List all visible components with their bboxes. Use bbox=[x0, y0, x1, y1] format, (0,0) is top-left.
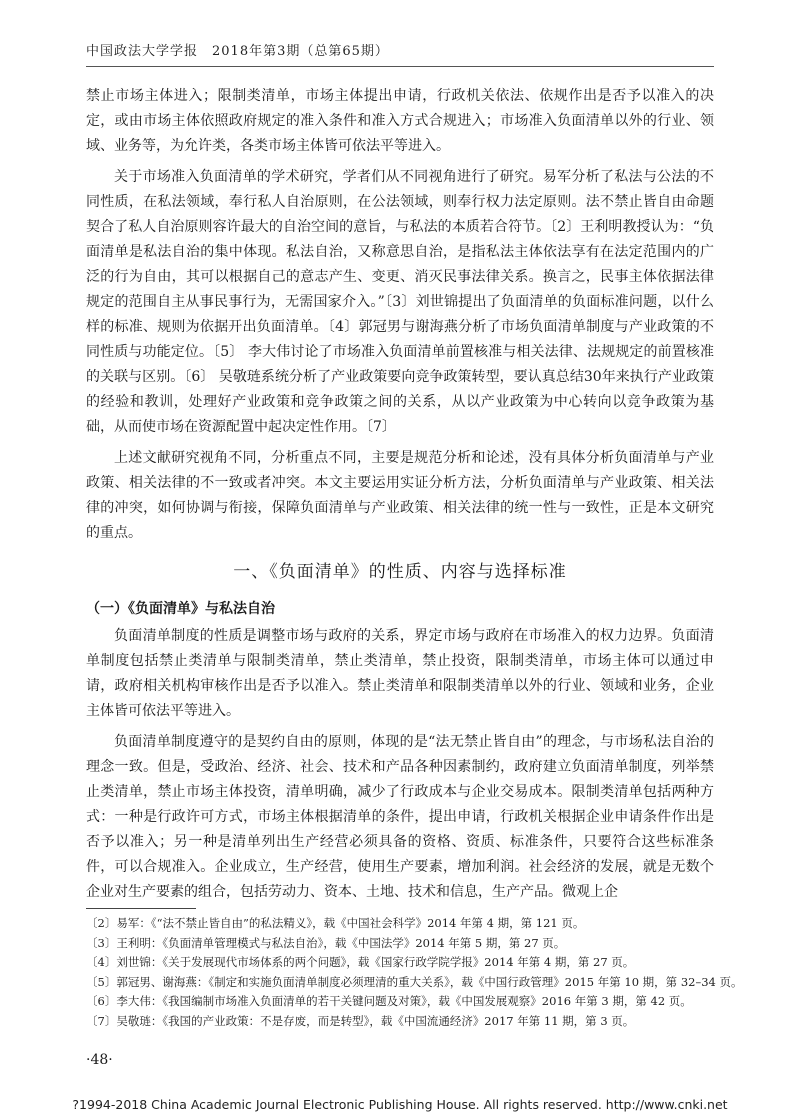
article-body bbox=[86, 84, 714, 911]
footnotes bbox=[86, 914, 743, 1031]
paragraph: 负面清单制度的性质是调整市场与政府的关系，界定市场与政府在市场准入的权力边界。负面清单制度包括禁止类清单与限制类清单，禁止类清单，禁止投资，限制类清单，市场主体可以通过申请，政府相关机构审核作出是否予以准入。禁止类清单和限制类清单以外的行业、领域和业务，企业主体皆可依法平等进入。 bbox=[86, 628, 714, 719]
footnote: 〔2〕易军：《“法不禁止皆自由”的私法精义》，载《中国社会科学》2014 年第 4 期，第 121 页。 bbox=[86, 916, 585, 930]
copyright-notice: ?1994-2018 China Academic Journal Electronic Publishing House. All rights reserved. http://www.cnki.net bbox=[72, 1097, 728, 1112]
footnote: 〔3〕王利明：《负面清单管理模式与私法自治》，载《中国法学》2014 年第 5 期，第 27 页。 bbox=[86, 935, 566, 950]
footnote: 〔6〕李大伟：《我国编制市场准入负面清单的若干关键问题及对策》，载《中国发展观察》2016 年第 3 期，第 42 页。 bbox=[86, 994, 692, 1008]
header-rule bbox=[86, 66, 714, 67]
footnote-rule bbox=[86, 908, 196, 909]
footnote: 〔7〕吴敬琏：《我国的产业政策：不是存废，而是转型》，载《中国流通经济》2017 年第 11 期，第 3 页。 bbox=[86, 1013, 635, 1028]
subsection-heading: （一）《负面清单》与私法自治 bbox=[86, 601, 275, 617]
page-number: ·48· bbox=[86, 1052, 113, 1068]
footnote: 〔4〕刘世锦：《关于发展现代市场体系的两个问题》，载《国家行政学院学报》2014 年第 4 期，第 27 页。 bbox=[86, 955, 635, 969]
section-heading: 一、《负面清单》的性质、内容与选择标准 bbox=[233, 562, 567, 582]
paragraph: 负面清单制度遵守的是契约自由的原则，体现的是“法无禁止皆自由”的理念，与市场私法自治的理念一致。但是，受政治、经济、社会、技术和产品各种因素制约，政府建立负面清单制度，列举禁止类清单，禁止市场主体投资，清单明确，减少了行政成本与企业交易成本。限制类清单包括两种方式：一种是行政许可方式，市场主体根据清单的条件，提出申请，行政机关根据企业申请条件作出是否予以准入；另一种是清单列出生产经营必须具备的资格、资质、标准条件，只要符合这些标准条件，可以合规准入。企业成立，生产经营，使用生产要素，增加利润。社会经济的发展，就是无数个企业对生产要素的组合，包括劳动力、资本、土地、技术和信息，生产产品。微观上企 bbox=[86, 734, 714, 900]
footnote: 〔5〕郭冠男、谢海燕：《制定和实施负面清单制度必须理清的重大关系》，载《中国行政管理》2015 年第 10 期，第 32–34 页。 bbox=[86, 974, 743, 989]
paragraph: 禁止市场主体进入；限制类清单，市场主体提出申请，行政机关依法、依规作出是否予以准入的决定，或由市场主体依照政府规定的准入条件和准入方式合规进入；市场准入负面清单以外的行业、领域、业务等，为允许类，各类市场主体皆可依法平等进入。 bbox=[86, 88, 714, 154]
running-header: 中国政法大学学报 2018年第3期（总第65期） bbox=[86, 44, 389, 59]
paragraph: 关于市场准入负面清单的学术研究，学者们从不同视角进行了研究。易军分析了私法与公法的不同性质，在私法领域，奉行私人自治原则，在公法领域，则奉行权力法定原则。法不禁止皆自由命题契合了私人自治原则容许最大的自治空间的意旨，与私法的本质若合符节。〔2〕王利明教授认为：“负面清单是私法自治的集中体现。私法自治，又称意思自治，是指私法主体依法享有在法定范围内的广泛的行为自由，其可以根据自己的意志产生、变更、消灭民事法律关系。换言之，民事主体依据法律规定的范围自主从事民事行为，无需国家介入。”〔3〕刘世锦提出了负面清单的负面标准问题，以什么样的标准、规则为依据开出负面清单。〔4〕郭冠男与谢海燕分析了市场负面清单制度与产业政策的不同性质与功能定位。〔5〕 李大伟讨论了市场准入负面清单前置核准与相关法律、法规规定的前置核准的关联与区别。〔6〕 吴敬琏系统分析了产业政策要向竞争政策转型，要认真总结30年来执行产业政策的经验和教训，处理好产业政策和竞争政策之间的关系，从以产业政策为中心转向以竞争政策为基础，从而使市场在资源配置中起决定性作用。〔7〕 bbox=[86, 169, 714, 435]
paragraph: 上述文献研究视角不同，分析重点不同，主要是规范分析和论述，没有具体分析负面清单与产业政策、相关法律的不一致或者冲突。本文主要运用实证分析方法，分析负面清单与产业政策、相关法律的冲突，如何协调与衔接，保障负面清单与产业政策、相关法律的统一性与一致性，正是本文研究的重点。 bbox=[86, 450, 714, 541]
